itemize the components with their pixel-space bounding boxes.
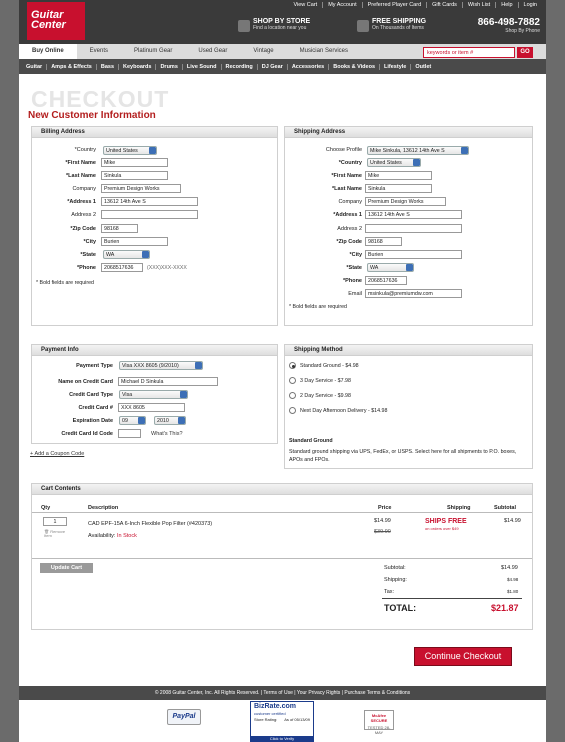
shipping-email-field[interactable]: msinkula@premiumdw.com <box>365 289 462 298</box>
shipping-phone-field[interactable]: 2068517636 <box>365 276 407 285</box>
billing-company-label: Company <box>72 186 96 192</box>
checkout-heading: CHECKOUT <box>31 86 170 112</box>
ship-option-3day-label[interactable]: 3 Day Service - $7.98 <box>300 378 351 384</box>
shipping-title: Shipping Address <box>285 127 532 138</box>
badges <box>19 700 546 742</box>
cc-number-field[interactable]: XXX 8605 <box>118 403 185 412</box>
remove-item-link[interactable] <box>44 530 70 538</box>
shipping-phone-label: *Phone <box>343 278 362 284</box>
cat-lifestyle[interactable]: Lifestyle <box>379 64 410 70</box>
free-shipping-sub: On Thousands of Items <box>372 25 424 31</box>
cat-drums[interactable]: Drums <box>155 64 181 70</box>
cc-type-select[interactable]: Visa <box>119 390 188 399</box>
cat-outlet[interactable]: Outlet <box>410 64 435 70</box>
cat-bass[interactable]: Bass <box>96 64 118 70</box>
shipping-state-select[interactable]: WA <box>367 263 414 272</box>
nav-platinum-gear[interactable]: Platinum Gear <box>134 48 173 54</box>
billing-required-note: * Bold fields are required <box>36 280 95 286</box>
paypal-badge[interactable]: PayPal <box>167 709 201 725</box>
bizrate-store: Store Rating: <box>254 717 278 722</box>
ship-option-3day-radio[interactable] <box>289 377 296 384</box>
cat-recording[interactable]: Recording <box>221 64 257 70</box>
login-link[interactable]: Login <box>518 2 542 8</box>
payment-type-select[interactable]: Visa XXX 8605 (9/2010) <box>119 361 203 370</box>
page <box>19 0 546 742</box>
billing-address1-field[interactable]: 13612 14th Ave S <box>101 197 198 206</box>
cc-id-code-label: Credit Card Id Code <box>61 431 113 437</box>
cat-dj-gear[interactable]: DJ Gear <box>257 64 287 70</box>
shipping-last-name-field[interactable]: Sinkula <box>365 184 432 193</box>
nav-vintage[interactable]: Vintage <box>253 48 274 54</box>
shipping-first-name-label: *First Name <box>331 173 362 179</box>
wish-list-link[interactable]: Wish List <box>462 2 495 8</box>
tax-label: Tax: <box>384 589 395 595</box>
search-input[interactable]: keywords or item # <box>423 47 515 58</box>
cat-guitar[interactable]: Guitar <box>26 63 43 70</box>
shipping-state-label: *State <box>346 265 362 271</box>
shipping-cost-value: $4.98 <box>507 577 519 582</box>
add-coupon-link[interactable] <box>30 451 84 457</box>
help-link[interactable]: Help <box>495 2 517 8</box>
phone-number: 866-498-7882 <box>477 17 540 28</box>
ship-option-nextday-label[interactable]: Next Day Afternoon Delivery - $14.98 <box>300 408 388 414</box>
shipping-country-label: *Country <box>338 160 362 166</box>
cc-id-code-field[interactable] <box>118 429 141 438</box>
bizrate-sub: customer certified <box>254 711 286 716</box>
selected-method-desc: Standard ground shipping via UPS, FedEx, or USPS. Select here for all shipments to P.O. boxes, APOs and FPOs. <box>289 449 517 463</box>
cc-type-label: Credit Card Type <box>69 392 113 398</box>
col-price: Price <box>378 505 392 511</box>
availability-status: In Stock <box>116 533 137 539</box>
cc-name-label: Name on Credit Card <box>58 379 113 385</box>
subtotal-value: $14.99 <box>501 565 518 571</box>
cart-header-divider <box>32 512 532 513</box>
billing-city-label: *City <box>83 239 96 245</box>
ship-option-nextday-radio[interactable] <box>289 407 296 414</box>
bizrate-badge[interactable] <box>250 701 314 742</box>
bizrate-verify[interactable]: Click to Verify <box>251 736 313 741</box>
ship-option-standard-radio[interactable] <box>289 362 296 369</box>
shipping-city-label: *City <box>349 252 362 258</box>
plus-icon: + <box>30 451 35 457</box>
gift-cards-link[interactable]: Gift Cards <box>426 2 462 8</box>
billing-last-name-label: *Last Name <box>66 173 96 179</box>
shipping-company-label: Company <box>338 199 362 205</box>
shipping-required-note: * Bold fields are required <box>289 304 348 310</box>
nav-buy-online[interactable]: Buy Online <box>19 44 77 59</box>
bizrate-asof: As of 05/13/09 <box>284 717 310 722</box>
shipping-address1-label: *Address 1 <box>333 212 362 218</box>
billing-state-select[interactable]: WA <box>103 250 150 259</box>
total-value: $21.87 <box>491 603 519 613</box>
billing-phone-label: *Phone <box>77 265 96 271</box>
remove-item-label: Remove Item <box>44 529 66 538</box>
billing-address1-label: *Address 1 <box>67 199 96 205</box>
item-price: $14.99 <box>374 518 391 524</box>
nav-events[interactable]: Events <box>89 48 109 54</box>
truck-icon <box>357 20 369 32</box>
nav-used-gear[interactable]: Used Gear <box>198 48 228 54</box>
ship-option-2day-label[interactable]: 2 Day Service - $9.98 <box>300 393 351 399</box>
payment-type-label: Payment Type <box>76 363 113 369</box>
ship-option-standard-label[interactable]: Standard Ground - $4.98 <box>300 363 359 369</box>
cat-amps-effects[interactable]: Amps & Effects <box>46 64 96 70</box>
cc-exp-month-select[interactable]: 09 <box>119 416 146 425</box>
bizrate-rating <box>251 716 313 723</box>
billing-country-select[interactable]: United States <box>103 146 157 155</box>
shipping-email-label: Email <box>348 291 362 297</box>
shipping-zip-field[interactable]: 98168 <box>365 237 402 246</box>
shipping-address2-field[interactable] <box>365 224 462 233</box>
billing-zip-field[interactable]: 98168 <box>101 224 138 233</box>
trash-icon: 🗑 <box>44 529 51 534</box>
preferred-player-card-link[interactable]: Preferred Player Card <box>362 2 427 8</box>
shipping-address1-field[interactable]: 13612 14th Ave S <box>365 210 462 219</box>
selected-method-title: Standard Ground <box>289 438 333 444</box>
billing-first-name-field[interactable]: Mike <box>101 158 168 167</box>
shipping-cost-label: Shipping: <box>384 577 407 583</box>
ships-free-sub: on orders over $49 <box>425 526 459 531</box>
category-nav <box>19 59 546 74</box>
billing-last-name-field[interactable]: Sinkula <box>101 171 168 180</box>
bizrate-title: BizRate.com <box>254 703 297 710</box>
free-shipping-label: FREE SHIPPING <box>372 18 427 25</box>
shipping-country-select[interactable]: United States <box>367 158 421 167</box>
col-description: Description <box>88 505 119 511</box>
mcafee-date: TESTED 28-MAY <box>367 725 391 735</box>
billing-address2-label: Address 2 <box>71 212 96 218</box>
view-cart-link[interactable]: View Cart <box>293 2 318 8</box>
shipping-address2-label: Address 2 <box>337 226 362 232</box>
guitar-center-logo[interactable]: Guitar Center <box>27 2 85 40</box>
billing-country-label: *Country <box>74 147 96 153</box>
total-label: TOTAL: <box>384 603 417 613</box>
shipping-city-field[interactable]: Burien <box>365 250 462 259</box>
cat-live-sound[interactable]: Live Sound <box>182 64 221 70</box>
shipping-last-name-label: *Last Name <box>332 186 362 192</box>
billing-zip-label: *Zip Code <box>70 226 96 232</box>
cc-number-label: Credit Card # <box>78 405 113 411</box>
billing-state-label: *State <box>80 252 96 258</box>
billing-city-field[interactable]: Burien <box>101 237 168 246</box>
choose-profile-label: Choose Profile <box>325 147 362 153</box>
choose-profile-select[interactable]: Mike Sinkula, 13612 14th Ave S <box>367 146 469 155</box>
go-button[interactable]: GO <box>517 47 533 58</box>
ship-option-2day-radio[interactable] <box>289 392 296 399</box>
qty-field[interactable]: 1 <box>43 517 67 526</box>
footer: © 2008 Guitar Center, Inc. All Rights Reserved. | Terms of Use | Your Privacy Rights | Purchase Terms & Conditions <box>19 686 546 700</box>
store-icon <box>238 20 250 32</box>
shop-by-store-sub: Find a location near you <box>253 25 307 31</box>
cart-title: Cart Contents <box>32 484 532 495</box>
col-subtotal: Subtotal <box>494 505 516 511</box>
whats-this-link[interactable]: What's This? <box>151 431 183 437</box>
col-shipping: Shipping <box>447 505 471 511</box>
billing-title: Billing Address <box>32 127 277 138</box>
phone-sub: Shop By Phone <box>505 28 540 34</box>
phone-block <box>478 17 540 34</box>
billing-first-name-label: *First Name <box>65 160 96 166</box>
ships-free-badge: SHIPS FREE <box>425 518 467 525</box>
item-subtotal: $14.99 <box>504 518 521 524</box>
update-cart-button[interactable]: Update Cart <box>40 563 93 573</box>
nav-musician-services[interactable]: Musician Services <box>299 48 348 54</box>
item-original-price: $39.90 <box>374 529 391 535</box>
cc-name-field[interactable]: Michael D Sinkula <box>118 377 218 386</box>
payment-title: Payment Info <box>32 345 277 356</box>
shipping-company-field[interactable]: Premium Design Works <box>365 197 446 206</box>
free-shipping[interactable] <box>372 18 426 31</box>
top-bar <box>19 0 546 44</box>
billing-phone-hint: (XXX)XXX-XXXX <box>147 265 187 271</box>
billing-company-field[interactable]: Premium Design Works <box>101 184 181 193</box>
shop-by-store[interactable] <box>253 18 310 31</box>
item-name[interactable]: CAD EPF-15A 6-Inch Flexible Pop Filter (#420373) <box>88 521 213 527</box>
page-title: New Customer Information <box>28 110 156 121</box>
shipping-zip-label: *Zip Code <box>336 239 362 245</box>
shipping-method-title: Shipping Method <box>285 345 532 356</box>
shop-by-store-label: SHOP BY STORE <box>253 18 311 25</box>
continue-checkout-button[interactable]: Continue Checkout <box>414 647 512 666</box>
cat-keyboards[interactable]: Keyboards <box>118 64 155 70</box>
cart-divider <box>32 558 532 559</box>
shipping-first-name-field[interactable]: Mike <box>365 171 432 180</box>
total-divider <box>382 598 522 599</box>
tax-value: $1.80 <box>507 589 519 594</box>
subtotal-label: Subtotal: <box>384 565 406 571</box>
cc-expiration-label: Expiration Date <box>72 418 113 424</box>
top-links <box>288 2 542 8</box>
availability-label: Availability: <box>88 533 116 539</box>
mcafee-title: McAfee SECURE <box>370 713 388 723</box>
mcafee-badge[interactable] <box>364 710 394 735</box>
my-account-link[interactable]: My Account <box>322 2 361 8</box>
cat-accessories[interactable]: Accessories <box>287 64 328 70</box>
billing-address2-field[interactable] <box>101 210 198 219</box>
billing-phone-field[interactable]: 2068517636 <box>101 263 143 272</box>
add-coupon-label: Add a Coupon Code <box>34 451 85 457</box>
cc-exp-year-select[interactable]: 2010 <box>154 416 186 425</box>
col-qty: Qty <box>41 505 51 511</box>
item-availability <box>88 533 137 539</box>
cat-books-videos[interactable]: Books & Videos <box>328 64 379 70</box>
